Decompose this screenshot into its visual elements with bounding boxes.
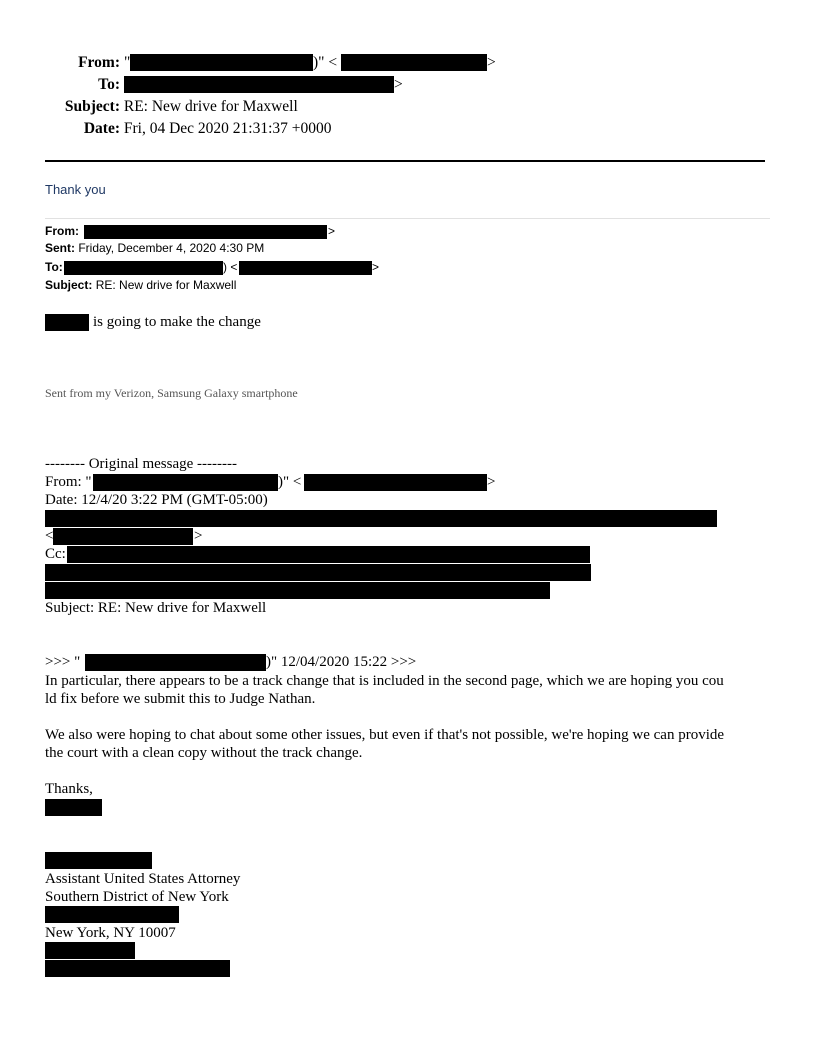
original-from-mid: )" <: [278, 474, 302, 490]
redaction-block: [45, 314, 89, 331]
forward-from-label: From:: [45, 224, 79, 238]
forward-to-label: To:: [45, 260, 63, 274]
redaction-block: [84, 225, 327, 239]
forward-sent-row: [45, 241, 264, 255]
header-to-end: >: [394, 76, 403, 93]
original-from-label: From: ": [45, 474, 92, 490]
original-from-end: >: [487, 474, 496, 490]
original-cc-label: Cc:: [45, 546, 66, 562]
forward-to-end: >: [372, 260, 380, 274]
redaction-block: [45, 942, 135, 959]
redaction-block: [45, 852, 152, 869]
redaction-block: [85, 654, 266, 671]
quoted-thanks: Thanks,: [45, 781, 93, 797]
forward-subject-row: [45, 278, 236, 292]
header-date-value: Fri, 04 Dec 2020 21:31:37 +0000: [123, 120, 332, 137]
redaction-block: [45, 510, 717, 527]
quoted-para2-line2: the court with a clean copy without the track change.: [45, 745, 363, 761]
original-from-row: [45, 474, 496, 491]
redaction-block: [64, 261, 223, 275]
forward-sent-label: Sent:: [45, 241, 75, 255]
header-to-row: [0, 76, 403, 94]
header-date-label: Date:: [83, 120, 120, 137]
original-date: Date: 12/4/20 3:22 PM (GMT-05:00): [45, 492, 268, 508]
redaction-block: [67, 546, 590, 563]
forward-from-row: [45, 224, 336, 238]
reply-text: Thank you: [45, 182, 106, 197]
signature-title: Assistant United States Attorney: [45, 871, 241, 887]
original-recipient-open: <: [45, 528, 54, 544]
header-from-row: [0, 54, 496, 72]
redaction-block: [130, 54, 313, 71]
forward-subject-value: RE: New drive for Maxwell: [95, 278, 237, 292]
header-subject-label: Subject:: [64, 98, 120, 115]
quoted-header: [45, 654, 417, 671]
forward-to-row: [45, 260, 380, 274]
redaction-block: [45, 564, 591, 581]
redaction-block: [239, 261, 372, 275]
redaction-block: [45, 906, 179, 923]
original-subject: Subject: RE: New drive for Maxwell: [45, 600, 267, 616]
header-subject-value: RE: New drive for Maxwell: [123, 98, 298, 115]
signature-office: Southern District of New York: [45, 889, 229, 905]
header-to-label: To:: [98, 76, 120, 93]
quoted-para2-line1: We also were hoping to chat about some other issues, but even if that's not possible, we're hoping we can provide: [45, 727, 725, 743]
quoted-header-prefix: >>> ": [45, 654, 81, 670]
forward-sent-value: Friday, December 4, 2020 4:30 PM: [78, 241, 265, 255]
redaction-block: [53, 528, 193, 545]
forward-divider: [45, 218, 770, 219]
forward-body: is going to make the change: [93, 314, 261, 330]
forward-to-mid: ) <: [223, 260, 238, 274]
forward-subject-label: Subject:: [45, 278, 93, 292]
original-divider: -------- Original message --------: [45, 456, 237, 472]
header-divider: [45, 160, 765, 162]
header-from-label: From:: [78, 54, 120, 71]
forward-signature: Sent from my Verizon, Samsung Galaxy smartphone: [45, 386, 298, 400]
redaction-block: [304, 474, 487, 491]
quoted-header-suffix: )" 12/04/2020 15:22 >>>: [266, 654, 417, 670]
header-from-end: >: [487, 54, 496, 71]
quoted-para1-line2: ld fix before we submit this to Judge Nathan.: [45, 691, 316, 707]
redaction-block: [45, 799, 102, 816]
redaction-block: [341, 54, 487, 71]
signature-city: New York, NY 10007: [45, 925, 176, 941]
original-recipient-close: >: [194, 528, 203, 544]
redaction-block: [45, 960, 230, 977]
header-from-quote: ": [124, 54, 131, 71]
redaction-block: [124, 76, 394, 93]
forward-from-end: >: [328, 224, 336, 238]
redaction-block: [93, 474, 278, 491]
header-from-mid: )" <: [313, 54, 338, 71]
header-date-row: [0, 120, 332, 138]
header-subject-row: [0, 98, 298, 116]
quoted-para1-line1: In particular, there appears to be a track change that is included in the second page, which we are hoping you cou: [45, 673, 724, 689]
redaction-block: [45, 582, 550, 599]
